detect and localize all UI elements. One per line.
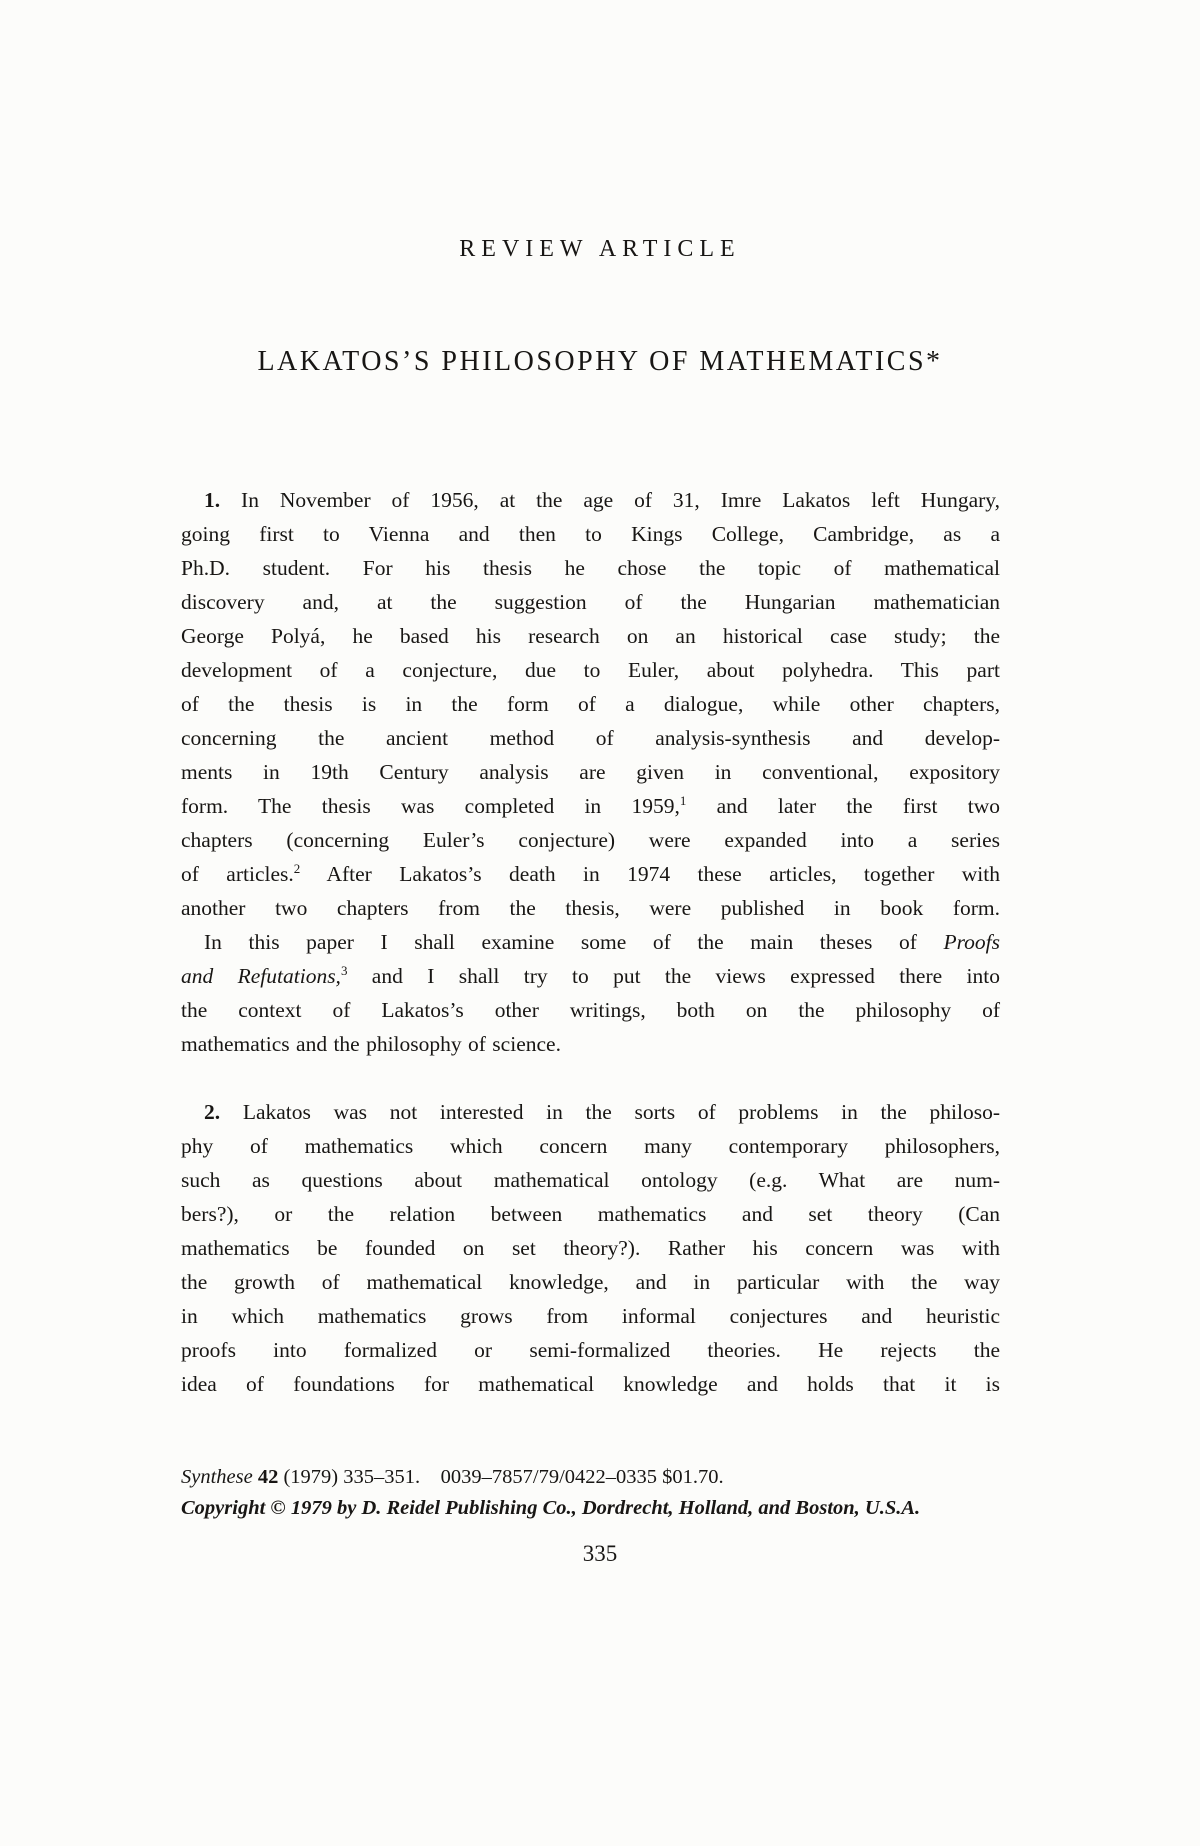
body-line — [181, 1367, 1000, 1401]
text-run: proofs into formalized or semi-formalized theories. He rejects the — [181, 1338, 1000, 1362]
body-line — [181, 653, 1000, 687]
text-run: 42 — [257, 1466, 279, 1488]
text-run: Ph.D. student. For his thesis he chose the topic of mathematical — [181, 556, 1000, 580]
text-run: and I shall try to put the views expressed there into — [347, 964, 1000, 988]
page-number: 335 — [582, 1541, 618, 1566]
text-run: the context of Lakatos’s other writings, both on the philosophy of — [181, 998, 1000, 1022]
text-run: in which mathematics grows from informal conjectures and heuristic — [181, 1304, 1000, 1328]
text-run: Synthese — [181, 1466, 253, 1488]
text-run: mathematics and the philosophy of science. — [181, 1032, 561, 1056]
text-run: and Refutations, — [181, 964, 341, 988]
text-run: of articles. — [181, 862, 294, 886]
journal-citation — [181, 1462, 1081, 1493]
text-run: 2. — [204, 1100, 221, 1124]
text-run: of the thesis is in the form of a dialogue, while other chapters, — [181, 692, 1000, 716]
body-line — [181, 1163, 1000, 1197]
text-run: mathematics be founded on set theory?). Rather his concern was with — [181, 1236, 1000, 1260]
text-run: ments in 19th Century analysis are given in conventional, expository — [181, 760, 1000, 784]
text-run: and later the first two — [686, 794, 1001, 818]
article-title: LAKATOS’S PHILOSOPHY OF MATHEMATICS* — [257, 346, 943, 377]
text-run: After Lakatos’s death in 1974 these articles, together with — [300, 862, 1000, 886]
text-run: In this paper I shall examine some of the main theses of — [204, 930, 944, 954]
body-line — [181, 551, 1000, 585]
body-line — [181, 619, 1000, 653]
text-run: Copyright © 1979 by D. Reidel Publishing Co., Dordrecht, Holland, and Boston, U.S.A. — [181, 1497, 921, 1519]
body-line — [181, 1027, 1000, 1061]
text-run: chapters (concerning Euler’s conjecture) were expanded into a series — [181, 828, 1000, 852]
text-run: Proofs — [943, 930, 1000, 954]
body-line — [181, 993, 1000, 1027]
text-run: idea of foundations for mathematical knowledge and holds that it is — [181, 1372, 1000, 1396]
body-line — [181, 1265, 1000, 1299]
body-line — [181, 1095, 1000, 1129]
review-article-heading: REVIEW ARTICLE — [459, 236, 741, 262]
body-line — [181, 1129, 1000, 1163]
body-line — [181, 585, 1000, 619]
body-line — [181, 959, 1000, 993]
body-line — [181, 517, 1000, 551]
body-line — [181, 789, 1000, 823]
text-run: discovery and, at the suggestion of the Hungarian mathematician — [181, 590, 1000, 614]
text-run: (1979) 335–351. — [278, 1466, 421, 1488]
body-line — [181, 721, 1000, 755]
body-line — [181, 891, 1000, 925]
text-run: 0039–7857/79/0422–0335 $01.70. — [440, 1466, 724, 1488]
text-run: bers?), or the relation between mathematics and set theory (Can — [181, 1202, 1000, 1226]
body-line — [181, 1333, 1000, 1367]
body-line — [181, 687, 1000, 721]
body-line — [181, 1197, 1000, 1231]
text-run — [420, 1466, 441, 1488]
text-run: going first to Vienna and then to Kings College, Cambridge, as a — [181, 522, 1000, 546]
article-body — [181, 483, 1000, 1401]
footnote-marker: 3 — [340, 962, 348, 978]
body-line — [181, 1231, 1000, 1265]
body-line — [181, 1299, 1000, 1333]
body-line — [181, 483, 1000, 517]
body-line — [181, 857, 1000, 891]
body-line — [181, 925, 1000, 959]
text-run: such as questions about mathematical ontology (e.g. What are num- — [181, 1168, 1000, 1192]
text-run: another two chapters from the thesis, were published in book form. — [181, 896, 1000, 920]
text-run: development of a conjecture, due to Euler, about polyhedra. This part — [181, 658, 1000, 682]
text-run: the growth of mathematical knowledge, and in particular with the way — [181, 1270, 1000, 1294]
text-run: phy of mathematics which concern many contemporary philosophers, — [181, 1134, 1000, 1158]
text-run: concerning the ancient method of analysis-synthesis and develop- — [181, 726, 1000, 750]
text-run: form. The thesis was completed in 1959, — [181, 794, 680, 818]
text-run: Lakatos was not interested in the sorts of problems in the philoso- — [220, 1100, 1000, 1124]
footer — [181, 1462, 1081, 1524]
footnote-marker: 2 — [293, 860, 301, 876]
copyright-notice — [181, 1493, 1081, 1524]
body-line — [181, 823, 1000, 857]
text-run: George Polyá, he based his research on an historical case study; the — [181, 624, 1000, 648]
footnote-marker: 1 — [679, 792, 687, 808]
text-run: In November of 1956, at the age of 31, Imre Lakatos left Hungary, — [220, 488, 1000, 512]
text-run: 1. — [204, 488, 221, 512]
body-line — [181, 755, 1000, 789]
